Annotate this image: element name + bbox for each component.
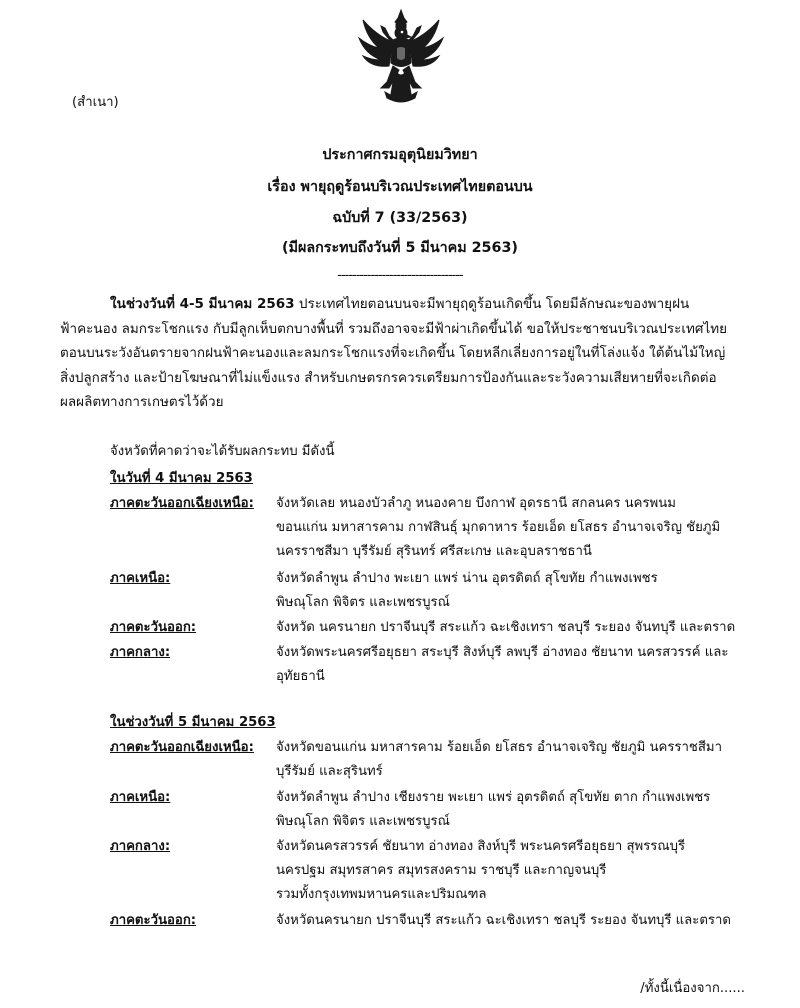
province-line: จังหวัดขอนแก่น มหาสารคาม ร้อยเอ็ด ยโสธร อำนาจเจริญ ชัยภูมิ นครราชสีมา xyxy=(276,740,722,755)
section-date-heading: ในช่วงวันที่ 5 มีนาคม 2563 xyxy=(110,715,276,730)
copy-mark: (สำเนา) xyxy=(72,95,119,110)
province-line: จังหวัด นครนายก ปราจีนบุรี สระแก้ว ฉะเชิงเทรา ชลบุรี ระยอง จันทบุรี และตราด xyxy=(276,620,736,635)
announcement-effective-date: (มีผลกระทบถึงวันที่ 5 มีนาคม 2563) xyxy=(282,240,518,256)
region-provinces xyxy=(276,909,776,933)
announcement-issue: ฉบับที่ 7 (33/2563) xyxy=(332,210,468,226)
region-provinces xyxy=(276,736,776,784)
body-line: ฟ้าคะนอง ลมกระโชกแรง กับมีลูกเห็บตกบางพื้นที่ รวมถึงอาจจะมีฟ้าผ่าเกิดขึ้นได้ ขอให้ประชาชนบริเวณประเทศไทย xyxy=(60,320,728,337)
province-line: บุรีรัมย์ และสุรินทร์ xyxy=(276,764,383,779)
region-name: ภาคกลาง: xyxy=(110,645,171,660)
continuation-note: /ทั้งนี้เนื่องจาก...... xyxy=(640,981,745,996)
province-line: อุทัยธานี xyxy=(276,669,325,684)
province-line: จังหวัดลำพูน ลำปาง พะเยา แพร่ น่าน อุตรดิตถ์ สุโขทัย กำแพงเพชร xyxy=(276,571,658,586)
body-lead: ในช่วงวันที่ 4-5 มีนาคม 2563 xyxy=(110,296,295,312)
garuda-emblem-icon xyxy=(355,8,447,106)
body-line-text: ประเทศไทยตอนบนจะมีพายุฤดูร้อนเกิดขึ้น โดยมีลักษณะของพายุฝน xyxy=(294,296,690,312)
province-line: นครปฐม สมุทรสาคร สมุทรสงคราม ราชบุรี และกาญจนบุรี xyxy=(276,863,607,878)
region-name: ภาคตะวันออกเฉียงเหนือ: xyxy=(110,496,254,511)
section-date-heading: ในวันที่ 4 มีนาคม 2563 xyxy=(110,471,253,486)
body-line: สิ่งปลูกสร้าง และป้ายโฆษณาที่ไม่แข็งแรง สำหรับเกษตรกรควรเตรียมการป้องกันและระวังความเสียหายที่จะเกิดต่อ xyxy=(60,369,717,386)
region-provinces xyxy=(276,835,776,907)
region-name: ภาคเหนือ: xyxy=(110,571,171,586)
province-line: จังหวัดเลย หนองบัวลำภู หนองคาย บึงกาฬ อุดรธานี สกลนคร นครพนม xyxy=(276,496,676,511)
region-provinces xyxy=(276,616,776,640)
separator-line: ---------------------------------- xyxy=(337,268,463,283)
province-line: พิษณุโลก พิจิตร และเพชรบูรณ์ xyxy=(276,814,450,829)
region-name: ภาคตะวันออกเฉียงเหนือ: xyxy=(110,740,254,755)
region-provinces xyxy=(276,567,776,615)
province-line: รวมทั้งกรุงเทพมหานครและปริมณฑล xyxy=(276,887,487,902)
body-line xyxy=(60,292,750,317)
region-provinces xyxy=(276,492,776,564)
body-line: ตอนบนระวังอันตรายจากฝนฟ้าคะนองและลมกระโชกแรงที่จะเกิดขึ้น โดยหลีกเลี่ยงการอยู่ในที่โล่งแจ้ง ใต้ต้นไม้ใหญ่ xyxy=(60,345,726,361)
province-line: พิษณุโลก พิจิตร และเพชรบูรณ์ xyxy=(276,595,450,610)
region-name: ภาคตะวันออก: xyxy=(110,620,197,635)
region-provinces xyxy=(276,641,776,689)
region-provinces xyxy=(276,786,776,834)
province-line: จังหวัดลำพูน ลำปาง เชียงราย พะเยา แพร่ อุตรดิตถ์ สุโขทัย ตาก กำแพงเพชร xyxy=(276,790,711,805)
province-line: จังหวัดนครสวรรค์ ชัยนาท อ่างทอง สิงห์บุรี พระนครศรีอยุธยา สุพรรณบุรี xyxy=(276,839,686,854)
announcement-agency: ประกาศกรมอุตุนิยมวิทยา xyxy=(322,147,478,163)
province-line: จังหวัดพระนครศรีอยุธยา สระบุรี สิงห์บุรี ลพบุรี อ่างทอง ชัยนาท นครสวรรค์ และ xyxy=(276,645,729,660)
region-name: ภาคตะวันออก: xyxy=(110,913,197,928)
affected-provinces-intro: จังหวัดที่คาดว่าจะได้รับผลกระทบ มีดังนี้ xyxy=(110,444,335,459)
body-line: ผลผลิตทางการเกษตรไว้ด้วย xyxy=(60,394,224,410)
body-paragraph xyxy=(60,292,750,415)
province-line: จังหวัดนครนายก ปราจีนบุรี สระแก้ว ฉะเชิงเทรา ชลบุรี ระยอง จันทบุรี และตราด xyxy=(276,913,731,928)
region-name: ภาคเหนือ: xyxy=(110,790,171,805)
announcement-subject: เรื่อง พายุฤดูร้อนบริเวณประเทศไทยตอนบน xyxy=(267,179,533,195)
region-name: ภาคกลาง: xyxy=(110,839,171,854)
province-line: นครราชสีมา บุรีรัมย์ สุรินทร์ ศรีสะเกษ และอุบลราชธานี xyxy=(276,544,592,559)
province-line: ขอนแก่น มหาสารคาม กาฬสินธุ์ มุกดาหาร ร้อยเอ็ด ยโสธร อำนาจเจริญ ชัยภูมิ xyxy=(276,520,721,535)
